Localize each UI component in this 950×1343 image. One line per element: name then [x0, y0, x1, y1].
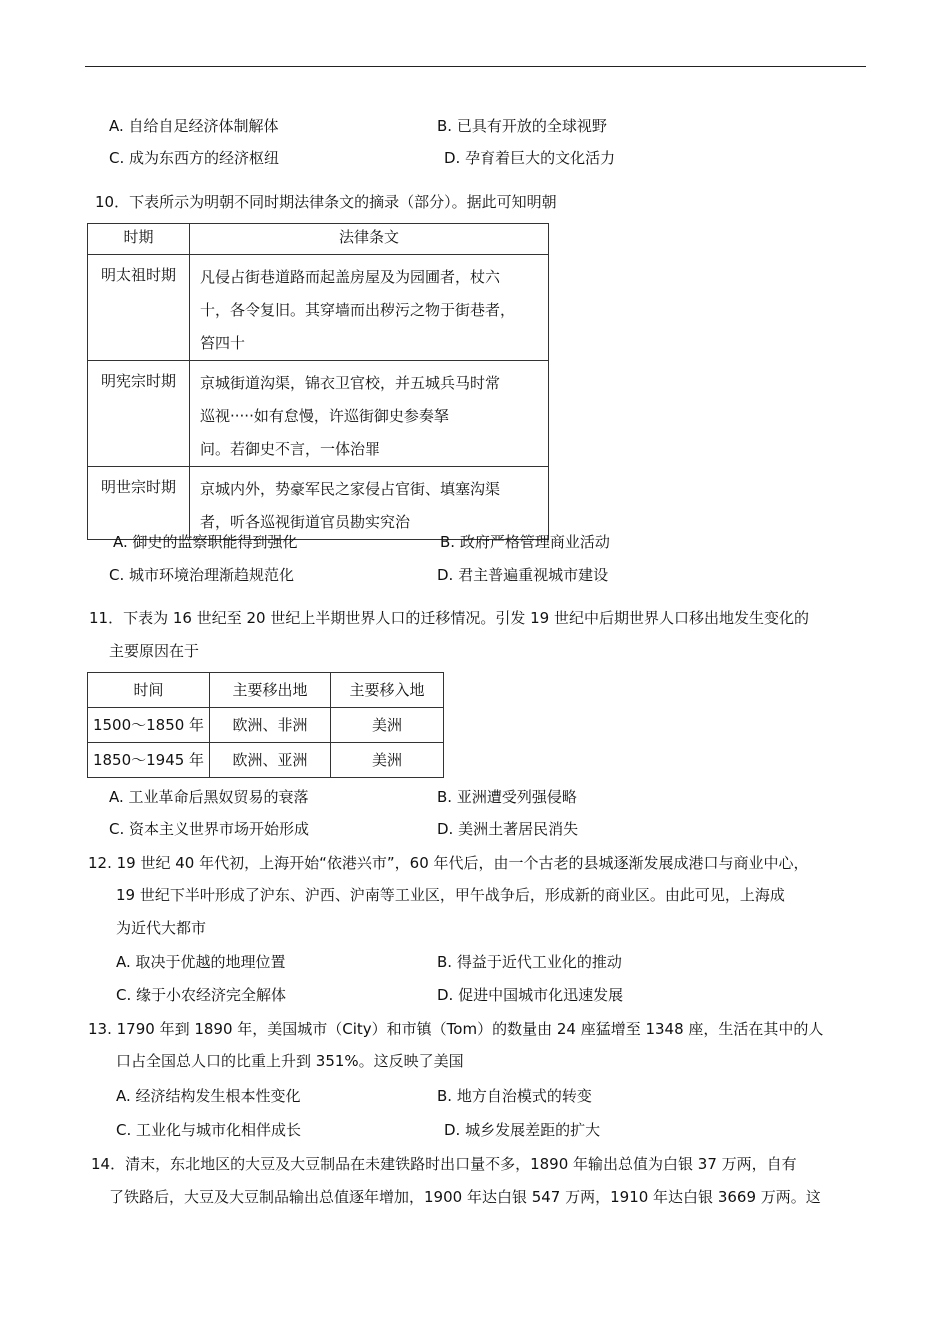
law-line: 问。若御史不言，一体治罪	[200, 440, 381, 458]
q9-option-d[interactable]: D. 孕育着巨大的文化活力	[444, 149, 616, 167]
table-header-row	[88, 673, 444, 708]
table-cell-period: 明世宗时期	[88, 467, 190, 540]
table-header-row	[88, 224, 549, 255]
table-cell: 1500～1850 年	[88, 708, 210, 743]
q11-migration-table	[87, 672, 444, 778]
table-header-time: 时间	[88, 673, 210, 708]
q12-option-b[interactable]: B. 得益于近代工业化的推动	[437, 953, 622, 971]
table-row	[88, 743, 444, 778]
table-cell: 美洲	[331, 743, 444, 778]
table-cell-law	[190, 361, 549, 467]
table-cell-law	[190, 255, 549, 361]
q10-option-c[interactable]: C. 城市环境治理渐趋规范化	[109, 566, 295, 584]
q11-option-b[interactable]: B. 亚洲遭受列强侵略	[437, 788, 577, 806]
q12-option-a[interactable]: A. 取决于优越的地理位置	[116, 953, 286, 971]
q12-option-c[interactable]: C. 缘于小农经济完全解体	[116, 986, 287, 1004]
q11-option-a[interactable]: A. 工业革命后黑奴贸易的衰落	[109, 788, 309, 806]
q12-stem-line-2: 19 世纪下半叶形成了沪东、沪西、沪南等工业区，甲午战争后，形成新的商业区。由此可见，上海成	[116, 886, 785, 904]
q13-stem-line-2: 口占全国总人口的比重上升到 351%。这反映了美国	[116, 1052, 464, 1070]
law-line: 十，各令复旧。其穿墙而出秽污之物于街巷者，	[200, 301, 516, 319]
law-line: 京城街道沟渠，锦衣卫官校，并五城兵马时常	[200, 374, 501, 392]
q10-law-table	[87, 223, 549, 540]
q9-option-a[interactable]: A. 自给自足经济体制解体	[109, 117, 279, 135]
table-row	[88, 467, 549, 540]
q13-option-b[interactable]: B. 地方自治模式的转变	[437, 1087, 592, 1105]
table-header-period: 时期	[88, 224, 190, 255]
q11-option-c[interactable]: C. 资本主义世界市场开始形成	[109, 820, 310, 838]
table-header-law: 法律条文	[190, 224, 549, 255]
q11-stem-line-2: 主要原因在于	[109, 642, 200, 660]
table-cell: 美洲	[331, 708, 444, 743]
q12-option-d[interactable]: D. 促进中国城市化迅速发展	[437, 986, 624, 1004]
law-line: 巡视·····如有怠慢，许巡街御史参奏拏	[200, 407, 449, 425]
q12-stem-line-3: 为近代大都市	[116, 919, 207, 937]
q12-stem-line-1: 12. 19 世纪 40 年代初，上海开始“依港兴市”，60 年代后，由一个古老的县城逐渐发展成港口与商业中心，	[88, 854, 809, 872]
law-line: 凡侵占街巷道路而起盖房屋及为园圃者，杖六	[200, 268, 501, 286]
q10-option-d[interactable]: D. 君主普遍重视城市建设	[437, 566, 609, 584]
q13-stem-line-1: 13. 1790 年到 1890 年，美国城市（City）和市镇（Tom）的数量由 24 座猛增至 1348 座，生活在其中的人	[88, 1020, 824, 1038]
table-row	[88, 708, 444, 743]
table-cell: 欧洲、非洲	[210, 708, 331, 743]
q14-stem-line-2: 了铁路后，大豆及大豆制品输出总值逐年增加，1900 年达白银 547 万两，1910 年达白银 3669 万两。这	[109, 1188, 821, 1206]
q11-stem-line-1: 11．下表为 16 世纪至 20 世纪上半期世界人口的迁移情况。引发 19 世纪中后期世界人口移出地发生变化的	[89, 609, 809, 627]
q13-option-c[interactable]: C. 工业化与城市化相伴成长	[116, 1121, 302, 1139]
law-line: 笞四十	[200, 334, 246, 352]
q10-stem: 10．下表所示为明朝不同时期法律条文的摘录（部分）。据此可知明朝	[95, 193, 557, 211]
q13-option-a[interactable]: A. 经济结构发生根本性变化	[116, 1087, 301, 1105]
table-row	[88, 361, 549, 467]
table-row	[88, 255, 549, 361]
q11-option-d[interactable]: D. 美洲土著居民消失	[437, 820, 579, 838]
table-cell: 1850～1945 年	[88, 743, 210, 778]
table-cell: 欧洲、亚洲	[210, 743, 331, 778]
law-line: 京城内外，势豪军民之家侵占官街、填塞沟渠	[200, 480, 501, 498]
q13-option-d[interactable]: D. 城乡发展差距的扩大	[444, 1121, 601, 1139]
table-header-destination: 主要移入地	[331, 673, 444, 708]
table-cell-period: 明宪宗时期	[88, 361, 190, 467]
table-cell-period: 明太祖时期	[88, 255, 190, 361]
table-cell-law	[190, 467, 549, 540]
law-line: 者，听各巡视街道官员勘实究治	[200, 513, 411, 531]
q9-option-c[interactable]: C. 成为东西方的经济枢纽	[109, 149, 280, 167]
header-rule	[85, 66, 866, 67]
q14-stem-line-1: 14．清末，东北地区的大豆及大豆制品在未建铁路时出口量不多，1890 年输出总值为白银 37 万两，自有	[91, 1155, 797, 1173]
table-header-origin: 主要移出地	[210, 673, 331, 708]
q10-option-a[interactable]: A. 御史的监察职能得到强化	[113, 533, 298, 551]
q9-option-b[interactable]: B. 已具有开放的全球视野	[437, 117, 607, 135]
q10-option-b[interactable]: B. 政府严格管理商业活动	[440, 533, 610, 551]
